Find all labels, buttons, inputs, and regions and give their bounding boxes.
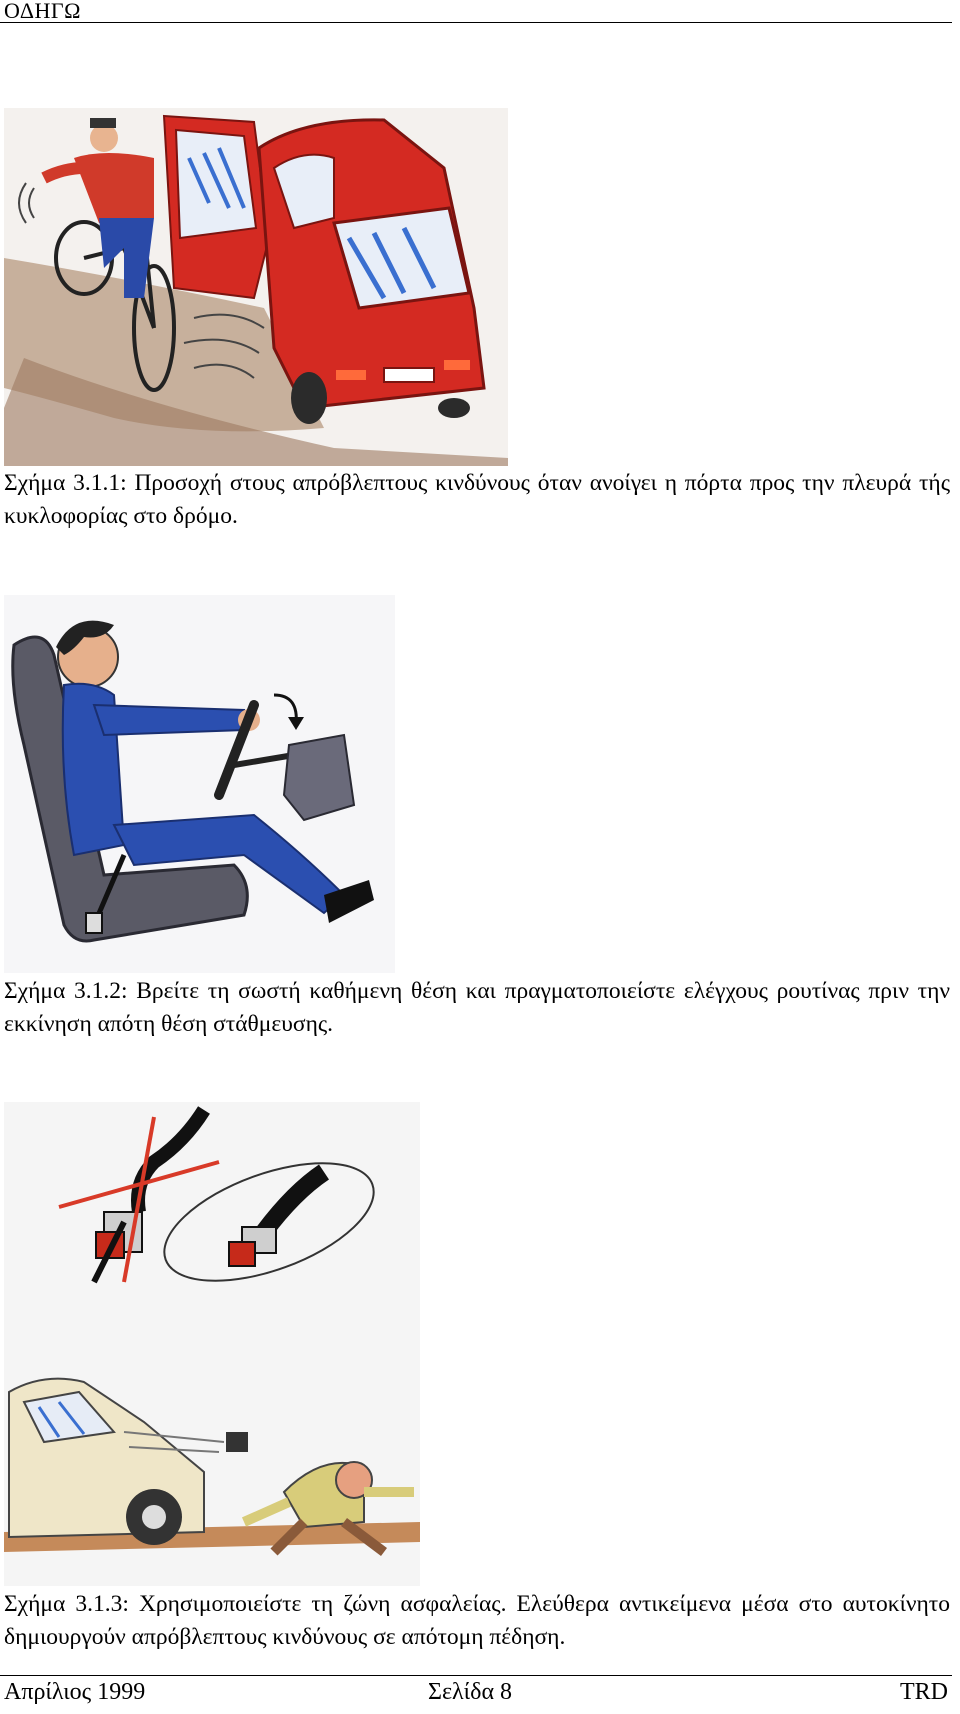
figure-car-door-cyclist bbox=[4, 108, 508, 466]
figure-caption-3-1-2: Σχήμα 3.1.2: Βρείτε τη σωστή καθήμενη θέση και πραγματοποιείστε ελέγχους ρουτίνας πριν την εκκίνηση απότη θέση στάθμευσης. bbox=[4, 978, 950, 1037]
figure-caption-3-1-3: Σχήμα 3.1.3: Χρησιμοποιείστε τη ζώνη ασφαλείας. Ελεύθερα αντικείμενα μέσα στο αυτοκίνητο δημιουργούν απρόβλεπτους κινδύνους σε απότομη πέδηση. bbox=[4, 1591, 950, 1650]
footer-rule bbox=[0, 1675, 952, 1676]
figure-caption-3-1-1: Σχήμα 3.1.1: Προσοχή στους απρόβλεπτους κινδύνους όταν ανοίγει η πόρτα προς την πλευρά τής κυκλοφορίας στο δρόμο. bbox=[4, 470, 950, 529]
footer-organization: TRD bbox=[900, 1679, 948, 1705]
header-rule bbox=[0, 22, 952, 23]
document-header-title: ΟΔΗΓΩ bbox=[4, 0, 81, 23]
figure-seatbelt-loose-objects bbox=[4, 1102, 420, 1586]
footer-page-number: Σελίδα 8 bbox=[428, 1679, 513, 1705]
footer-date: Απρίλιος 1999 bbox=[4, 1679, 146, 1705]
figure-seating-position bbox=[4, 595, 395, 973]
